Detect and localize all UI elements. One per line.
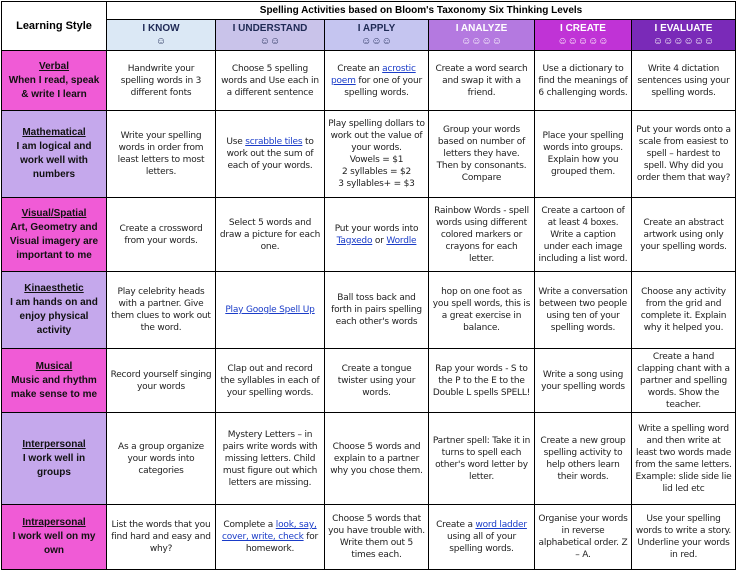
activity-cell: Rap your words - S to the P to the E to the Double L spells SPELL! <box>429 349 535 413</box>
cell-text: Use <box>226 137 246 147</box>
table-row <box>2 198 736 272</box>
style-name: Mathematical <box>22 127 86 138</box>
style-description: Art, Geometry and Visual imagery are important to me <box>9 221 99 261</box>
activity-cell: Partner spell: Take it in turns to spell each other's word letter by letter. <box>429 413 535 505</box>
style-name: Visual/Spatial <box>21 207 87 219</box>
activity-cell: Organise your words in reverse alphabetical order. Z – A. <box>535 505 632 570</box>
learning-style-header: Learning Style <box>2 2 107 51</box>
cell-text: Put your words into <box>334 223 419 234</box>
level-label: I KNOW <box>142 23 180 34</box>
activity-cell: Clap out and record the syllables in each of your spelling words. <box>216 349 325 413</box>
learning-style-kinaesthetic <box>2 272 107 349</box>
activity-cell: Write a song using your spelling words <box>535 349 632 413</box>
cell-text: to work out the sum of each of your words. <box>226 137 314 171</box>
cell-text: using all of your spelling words. <box>447 532 516 554</box>
activity-cell: Write a conversation between two people using ten of your spelling words. <box>535 272 632 349</box>
level-header-create <box>535 20 632 51</box>
cell-text: or <box>372 235 387 246</box>
acrostic-poem-link[interactable]: acrostic poem <box>330 63 416 86</box>
spelling-activities-grid <box>1 1 736 570</box>
activity-cell: Mystery Letters – in pairs write words with missing letters. Child must figure out which letters are missing. <box>216 413 325 505</box>
cell-text: 3 syllables+ = $3 <box>338 179 415 189</box>
style-name: Kinaesthetic <box>24 283 84 294</box>
activity-cell: Use a dictionary to find the meanings of 6 challenging words. <box>535 51 632 111</box>
table-row <box>2 349 736 413</box>
table-title: Spelling Activities based on Bloom's Taxonomy Six Thinking Levels <box>107 2 736 20</box>
cell-text: Create an <box>337 63 383 74</box>
activity-cell: Choose any activity from the grid and complete it. Explain why it helped you. <box>632 272 736 349</box>
activity-cell: Handwrite your spelling words in 3 different fonts <box>107 51 216 111</box>
cell-text: Play spelling dollars to work out the value of your words. <box>328 119 425 153</box>
style-name: Intrapersonal <box>22 517 86 528</box>
activity-cell: As a group organize your words into categories <box>107 413 216 505</box>
activity-cell: Choose 5 spelling words and Use each in a different sentence <box>216 51 325 111</box>
activity-cell <box>429 505 535 570</box>
activity-cell: Place your spelling words into groups. Explain how you grouped them. <box>535 111 632 198</box>
activity-cell: Create a cartoon of at least 4 boxes. Write a caption under each image including a list word. <box>535 198 632 272</box>
activity-cell <box>325 51 429 111</box>
activity-cell: Create an abstract artwork using only your spelling words. <box>632 198 736 272</box>
learning-style-mathematical <box>2 111 107 198</box>
activity-cell: Use your spelling words to write a story. Underline your words in red. <box>632 505 736 570</box>
activity-cell: Choose 5 words and explain to a partner why you chose them. <box>325 413 429 505</box>
cell-text: Complete a <box>223 520 276 530</box>
style-description: When I read, speak & write I learn <box>8 74 100 100</box>
learning-style-verbal <box>2 51 107 111</box>
cell-text: Vowels = $1 <box>349 155 404 165</box>
style-name: Interpersonal <box>22 438 86 450</box>
smiley-icon: ☺☺☺☺ <box>461 36 502 47</box>
activity-cell: Select 5 words and draw a picture for each one. <box>216 198 325 272</box>
scrabble-tiles-link[interactable]: scrabble tiles <box>245 137 303 147</box>
level-header-know <box>107 20 216 51</box>
smiley-icon: ☺ <box>155 36 167 47</box>
level-header-apply <box>325 20 429 51</box>
style-description: Music and rhythm make sense to me <box>10 374 98 400</box>
style-name: Musical <box>35 360 73 372</box>
activity-cell: Ball toss back and forth in pairs spelling each other's words <box>325 272 429 349</box>
look-say-cover-write-check-link[interactable]: look, say, cover, write, check <box>221 520 317 542</box>
style-name: Verbal <box>38 60 70 72</box>
activity-cell: Play celebrity heads with a partner. Give them clues to work out the word. <box>107 272 216 349</box>
activity-cell: hop on one foot as you spell words, this is a great exercise in balance. <box>429 272 535 349</box>
activity-cell: Put your words onto a scale from easiest to spell – hardest to spell. Why did you order them that way? <box>632 111 736 198</box>
table-row <box>2 505 736 570</box>
activity-cell <box>216 272 325 349</box>
style-description: I work well on my own <box>12 531 96 556</box>
activity-cell: List the words that you find hard and easy and why? <box>107 505 216 570</box>
level-label: I APPLY <box>357 23 396 34</box>
activity-cell: Write a spelling word and then write at least two words made from the same letters. Example: slide side lie lid led etc <box>632 413 736 505</box>
cell-text: 2 syllables = $2 <box>341 167 412 177</box>
cell-text: Create a <box>436 520 476 530</box>
level-label: I UNDERSTAND <box>232 23 308 34</box>
word-ladder-link[interactable]: word ladder <box>475 520 527 530</box>
activity-cell: Write your spelling words in order from least letters to most letters. <box>107 111 216 198</box>
tagxedo-link[interactable]: Tagxedo <box>336 235 373 246</box>
activity-cell: Record yourself singing your words <box>107 349 216 413</box>
level-label: I ANALYZE <box>455 23 508 34</box>
level-label: I CREATE <box>560 23 606 34</box>
level-header-analyze <box>429 20 535 51</box>
activity-cell: Write 4 dictation sentences using your spelling words. <box>632 51 736 111</box>
wordle-link[interactable]: Wordle <box>386 235 417 246</box>
activity-cell: Create a tongue twister using your words. <box>325 349 429 413</box>
activity-cell <box>216 111 325 198</box>
cell-text: for homework. <box>245 532 319 554</box>
activity-cell: Create a crossword from your words. <box>107 198 216 272</box>
level-label: I EVALUATE <box>654 23 713 34</box>
activity-cell: Create a new group spelling activity to help others learn their words. <box>535 413 632 505</box>
smiley-icon: ☺☺ <box>259 36 281 47</box>
table-row <box>2 51 736 111</box>
activity-cell <box>216 505 325 570</box>
table-row <box>2 413 736 505</box>
table-row <box>2 111 736 198</box>
table-row <box>2 272 736 349</box>
cell-text: for one of your spelling words. <box>344 75 422 98</box>
learning-style-intrapersonal <box>2 505 107 570</box>
activity-cell <box>325 111 429 198</box>
activity-cell: Rainbow Words - spell words using different colored markers or crayons for each letter. <box>429 198 535 272</box>
activity-cell <box>325 198 429 272</box>
level-header-understand <box>216 20 325 51</box>
smiley-icon: ☺☺☺ <box>361 36 392 47</box>
smiley-icon: ☺☺☺☺☺☺ <box>652 36 715 47</box>
learning-style-musical <box>2 349 107 413</box>
google-spell-up-link[interactable]: Play Google Spell Up <box>225 305 315 315</box>
style-description: I am hands on and enjoy physical activity <box>10 297 98 336</box>
learning-style-visual-spatial <box>2 198 107 272</box>
level-header-evaluate <box>632 20 736 51</box>
smiley-icon: ☺☺☺☺☺ <box>557 36 609 47</box>
activity-cell: Create a word search and swap it with a friend. <box>429 51 535 111</box>
activity-cell: Group your words based on number of letters they have. Then by consonants. Compare <box>429 111 535 198</box>
activity-cell: Create a hand clapping chant with a partner and spelling words. Show the teacher. <box>632 349 736 413</box>
learning-style-interpersonal <box>2 413 107 505</box>
style-description: I work well in groups <box>22 452 86 478</box>
style-description: I am logical and work well with numbers <box>16 141 92 180</box>
activity-cell: Choose 5 words that you have trouble with. Write them out 5 times each. <box>325 505 429 570</box>
